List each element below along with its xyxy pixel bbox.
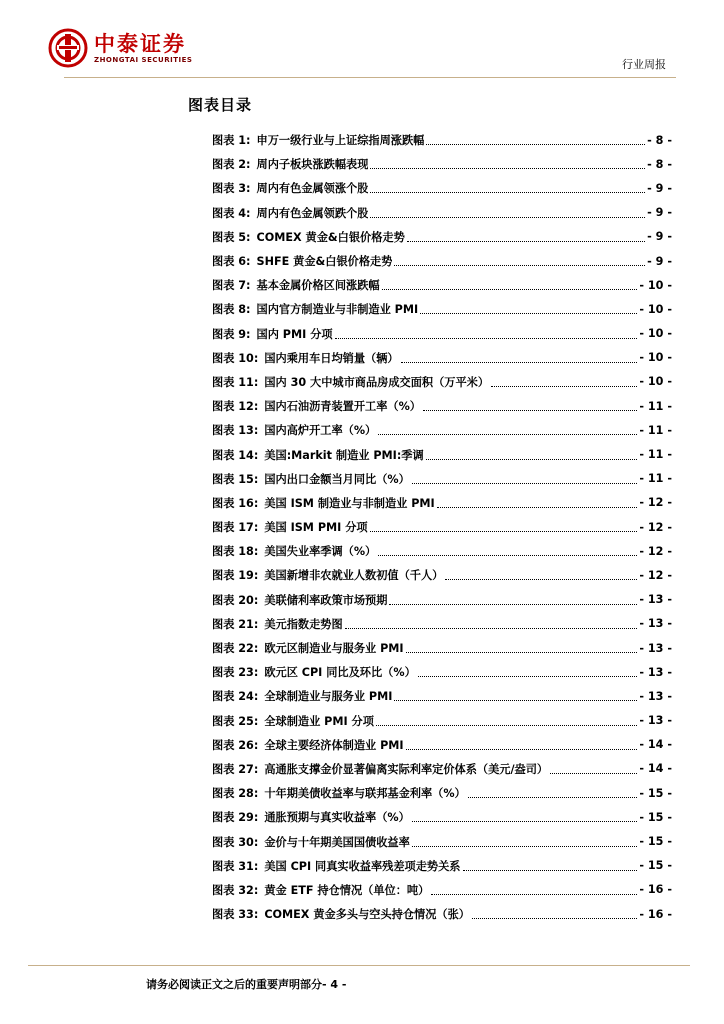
toc-entry[interactable] — [212, 418, 672, 442]
toc-entry-number: 图表 31: — [212, 859, 259, 873]
toc-entry-number: 图表 12: — [212, 400, 259, 414]
toc-entry-title: 高通胀支撑金价显著偏离实际利率定价体系（美元/盎司） — [264, 762, 549, 776]
logo-english-name: ZHONGTAI SECURITIES — [94, 55, 193, 64]
document-type: 行业周报 — [622, 58, 666, 71]
toc-entry-number: 图表 28: — [212, 787, 259, 801]
toc-entry[interactable] — [212, 588, 672, 612]
toc-dot-leader — [370, 530, 638, 532]
toc-entry-label — [212, 640, 404, 656]
toc-entry-number: 图表 2: — [212, 158, 251, 172]
toc-entry-title: 全球主要经济体制造业 PMI — [264, 738, 404, 752]
toc-entry-label — [212, 616, 343, 632]
toc-list — [212, 128, 672, 926]
toc-entry-number: 图表 6: — [212, 255, 251, 269]
toc-entry[interactable] — [212, 757, 672, 781]
toc-entry-number: 图表 21: — [212, 617, 259, 631]
toc-dot-leader — [418, 675, 638, 677]
toc-entry[interactable] — [212, 225, 672, 249]
toc-entry-page: - 12 - — [639, 568, 672, 582]
toc-entry[interactable] — [212, 563, 672, 587]
toc-entry[interactable] — [212, 805, 672, 829]
toc-entry[interactable] — [212, 854, 672, 878]
toc-entry-title: 十年期美债收益率与联邦基金利率（%） — [264, 787, 466, 801]
toc-entry-number: 图表 11: — [212, 375, 259, 389]
toc-dot-leader — [412, 845, 638, 847]
toc-dot-leader — [378, 433, 637, 435]
toc-entry-label — [212, 567, 443, 583]
toc-entry-number: 图表 29: — [212, 811, 259, 825]
toc-entry[interactable] — [212, 515, 672, 539]
toc-entry-label — [212, 688, 392, 704]
toc-entry-label — [212, 809, 410, 825]
toc-entry-label — [212, 326, 333, 342]
toc-entry-label — [212, 858, 461, 874]
toc-entry[interactable] — [212, 878, 672, 902]
toc-dot-leader — [463, 869, 638, 871]
toc-entry-number: 图表 25: — [212, 714, 259, 728]
toc-entry-number: 图表 13: — [212, 424, 259, 438]
toc-entry-number: 图表 22: — [212, 642, 259, 656]
toc-entry[interactable] — [212, 297, 672, 321]
toc-dot-leader — [426, 143, 645, 145]
toc-entry-page: - 10 - — [639, 351, 672, 365]
toc-entry-number: 图表 7: — [212, 279, 251, 293]
toc-entry-page: - 15 - — [639, 859, 672, 873]
toc-dot-leader — [412, 482, 638, 484]
toc-dot-leader — [382, 288, 638, 290]
toc-entry-number: 图表 30: — [212, 835, 259, 849]
toc-entry-label — [212, 495, 435, 511]
toc-entry-number: 图表 8: — [212, 303, 251, 317]
toc-entry-page: - 11 - — [639, 399, 672, 413]
toc-entry-title: 美国 ISM PMI 分项 — [264, 521, 368, 535]
toc-dot-leader — [370, 191, 645, 193]
toc-entry-page: - 10 - — [639, 278, 672, 292]
toc-entry-number: 图表 4: — [212, 206, 251, 220]
toc-entry-page: - 11 - — [639, 448, 672, 462]
toc-entry-number: 图表 17: — [212, 521, 259, 535]
toc-entry-label — [212, 253, 392, 269]
toc-entry-label — [212, 664, 416, 680]
toc-dot-leader — [394, 264, 645, 266]
toc-entry-number: 图表 20: — [212, 593, 259, 607]
toc-entry-label — [212, 350, 399, 366]
toc-entry-label — [212, 592, 387, 608]
toc-entry-label — [212, 906, 470, 922]
toc-dot-leader — [370, 167, 645, 169]
toc-entry-label — [212, 761, 548, 777]
toc-entry-title: 欧元区 CPI 同比及环比（%） — [264, 666, 416, 680]
toc-entry-title: 周内子板块涨跌幅表现 — [256, 158, 369, 172]
toc-dot-leader — [406, 748, 638, 750]
toc-entry-page: - 13 - — [639, 665, 672, 679]
toc-entry[interactable] — [212, 394, 672, 418]
toc-entry-number: 图表 15: — [212, 472, 259, 486]
toc-entry-label — [212, 301, 418, 317]
toc-entry-page: - 9 - — [647, 206, 672, 220]
toc-entry-page: - 9 - — [647, 254, 672, 268]
toc-entry-number: 图表 9: — [212, 327, 251, 341]
toc-entry[interactable] — [212, 128, 672, 152]
toc-entry-title: 金价与十年期美国国债收益率 — [264, 835, 410, 849]
toc-entry-title: 国内乘用车日均销量（辆） — [264, 351, 399, 365]
page-header — [0, 0, 724, 80]
toc-entry-page: - 12 - — [639, 520, 672, 534]
toc-dot-leader — [437, 506, 638, 508]
toc-entry[interactable] — [212, 829, 672, 853]
page-number: - 4 - — [322, 978, 347, 991]
toc-entry-number: 图表 10: — [212, 351, 259, 365]
toc-entry[interactable] — [212, 612, 672, 636]
toc-entry-page: - 14 - — [639, 762, 672, 776]
logo-chinese-name: 中泰证券 — [94, 31, 186, 56]
toc-entry-number: 图表 24: — [212, 690, 259, 704]
toc-entry-title: 国内石油沥青装置开工率（%） — [264, 400, 421, 414]
toc-dot-leader — [426, 458, 638, 460]
toc-entry-page: - 15 - — [639, 835, 672, 849]
toc-entry-page: - 16 - — [639, 883, 672, 897]
toc-entry-label — [212, 471, 410, 487]
toc-entry-title: 欧元区制造业与服务业 PMI — [264, 642, 404, 656]
toc-entry-page: - 12 - — [639, 496, 672, 510]
toc-entry[interactable] — [212, 709, 672, 733]
toc-entry-number: 图表 16: — [212, 496, 259, 510]
toc-entry[interactable] — [212, 902, 672, 926]
toc-entry-page: - 8 - — [647, 133, 672, 147]
toc-entry-page: - 9 - — [647, 230, 672, 244]
toc-entry-title: 美国失业率季调（%） — [264, 545, 377, 559]
toc-dot-leader — [406, 651, 638, 653]
toc-dot-leader — [412, 820, 638, 822]
toc-dot-leader — [420, 312, 637, 314]
toc-entry[interactable] — [212, 781, 672, 805]
toc-entry-label — [212, 277, 380, 293]
toc-entry-page: - 15 - — [639, 786, 672, 800]
toc-dot-leader — [468, 796, 638, 798]
toc-entry[interactable] — [212, 152, 672, 176]
toc-entry-label — [212, 422, 376, 438]
toc-entry[interactable] — [212, 249, 672, 273]
toc-entry-number: 图表 19: — [212, 569, 259, 583]
toc-dot-leader — [378, 554, 637, 556]
toc-entry-label — [212, 447, 424, 463]
toc-entry-label — [212, 398, 421, 414]
toc-entry-page: - 13 - — [639, 689, 672, 703]
toc-entry-label — [212, 205, 368, 221]
toc-dot-leader — [445, 578, 637, 580]
toc-entry-number: 图表 33: — [212, 908, 259, 922]
disclaimer-notice: 请务必阅读正文之后的重要声明部分 — [146, 978, 322, 991]
toc-entry-title: 基本金属价格区间涨跌幅 — [256, 279, 380, 293]
toc-entry-number: 图表 27: — [212, 762, 259, 776]
toc-entry-label — [212, 519, 368, 535]
toc-entry-title: 通胀预期与真实收益率（%） — [264, 811, 410, 825]
toc-entry-title: 国内官方制造业与非制造业 PMI — [256, 303, 419, 317]
toc-dot-leader — [550, 772, 637, 774]
toc-entry-label — [212, 713, 374, 729]
toc-entry-title: 国内 30 大中城市商品房成交面积（万平米） — [264, 375, 490, 389]
toc-entry[interactable] — [212, 201, 672, 225]
toc-entry-number: 图表 14: — [212, 448, 259, 462]
toc-entry-page: - 14 - — [639, 738, 672, 752]
company-logo — [48, 28, 192, 68]
toc-entry-page: - 16 - — [639, 907, 672, 921]
toc-entry[interactable] — [212, 660, 672, 684]
toc-entry-label — [212, 785, 466, 801]
toc-entry-title: 国内高炉开工率（%） — [264, 424, 377, 438]
toc-entry[interactable] — [212, 733, 672, 757]
toc-entry-title: 黄金 ETF 持仓情况（单位：吨） — [264, 883, 430, 897]
toc-dot-leader — [335, 337, 638, 339]
header-divider — [64, 77, 676, 78]
toc-entry-label — [212, 834, 410, 850]
toc-entry-label — [212, 543, 376, 559]
toc-entry[interactable] — [212, 467, 672, 491]
toc-dot-leader — [389, 603, 637, 605]
toc-entry-label — [212, 156, 368, 172]
toc-entry-title: 美国 CPI 同真实收益率残差项走势关系 — [264, 859, 461, 873]
page-footer — [146, 976, 346, 992]
toc-entry-page: - 8 - — [647, 157, 672, 171]
toc-entry-label — [212, 229, 405, 245]
toc-entry-title: 美元指数走势图 — [264, 617, 343, 631]
toc-title: 图表目录 — [188, 96, 253, 114]
toc-entry-label — [212, 180, 368, 196]
toc-entry-title: 美国:Markit 制造业 PMI:季调 — [264, 448, 424, 462]
toc-entry[interactable] — [212, 539, 672, 563]
toc-entry-title: 申万一级行业与上证综指周涨跌幅 — [256, 134, 425, 148]
toc-entry-page: - 10 - — [639, 327, 672, 341]
toc-entry-page: - 13 - — [639, 617, 672, 631]
toc-entry-label — [212, 132, 424, 148]
toc-entry-page: - 15 - — [639, 810, 672, 824]
toc-entry-label — [212, 882, 429, 898]
toc-entry[interactable] — [212, 273, 672, 297]
toc-entry-page: - 13 - — [639, 641, 672, 655]
toc-dot-leader — [407, 240, 645, 242]
toc-dot-leader — [394, 699, 637, 701]
toc-entry-title: 国内 PMI 分项 — [256, 327, 333, 341]
toc-entry-page: - 13 - — [639, 714, 672, 728]
toc-entry[interactable] — [212, 322, 672, 346]
toc-entry-number: 图表 1: — [212, 134, 251, 148]
toc-entry-page: - 13 - — [639, 593, 672, 607]
zhongtai-logo-icon — [48, 28, 88, 68]
toc-entry[interactable] — [212, 442, 672, 466]
toc-entry-title: 全球制造业与服务业 PMI — [264, 690, 393, 704]
toc-entry-title: 周内有色金属领涨个股 — [256, 182, 369, 196]
toc-entry-page: - 11 - — [639, 472, 672, 486]
toc-entry[interactable] — [212, 176, 672, 200]
toc-entry-number: 图表 18: — [212, 545, 259, 559]
toc-entry-title: SHFE 黄金&白银价格走势 — [256, 255, 393, 269]
toc-entry-title: 美联储利率政策市场预期 — [264, 593, 388, 607]
toc-entry-label — [212, 737, 404, 753]
toc-entry-page: - 12 - — [639, 544, 672, 558]
toc-dot-leader — [401, 361, 638, 363]
toc-entry-number: 图表 32: — [212, 883, 259, 897]
toc-entry[interactable] — [212, 370, 672, 394]
toc-entry[interactable] — [212, 636, 672, 660]
toc-dot-leader — [370, 216, 645, 218]
toc-entry-page: - 9 - — [647, 181, 672, 195]
toc-entry-page: - 10 - — [639, 375, 672, 389]
toc-entry[interactable] — [212, 491, 672, 515]
toc-entry[interactable] — [212, 684, 672, 708]
toc-dot-leader — [472, 917, 637, 919]
toc-dot-leader — [431, 893, 637, 895]
toc-entry-title: 周内有色金属领跌个股 — [256, 206, 369, 220]
toc-entry-page: - 11 - — [639, 423, 672, 437]
toc-entry-number: 图表 3: — [212, 182, 251, 196]
toc-entry-title: 全球制造业 PMI 分项 — [264, 714, 374, 728]
toc-entry-title: 国内出口金额当月同比（%） — [264, 472, 410, 486]
toc-entry[interactable] — [212, 346, 672, 370]
toc-entry-title: COMEX 黄金&白银价格走势 — [256, 230, 405, 244]
toc-entry-number: 图表 5: — [212, 230, 251, 244]
toc-dot-leader — [345, 627, 638, 629]
toc-entry-title: 美国新增非农就业人数初值（千人） — [264, 569, 444, 583]
toc-entry-number: 图表 23: — [212, 666, 259, 680]
toc-dot-leader — [423, 409, 637, 411]
toc-entry-title: COMEX 黄金多头与空头持仓情况（张） — [264, 908, 470, 922]
footer-divider — [28, 965, 690, 966]
toc-entry-number: 图表 26: — [212, 738, 259, 752]
toc-dot-leader — [376, 724, 637, 726]
toc-entry-label — [212, 374, 489, 390]
toc-entry-page: - 10 - — [639, 302, 672, 316]
toc-dot-leader — [491, 385, 637, 387]
toc-entry-title: 美国 ISM 制造业与非制造业 PMI — [264, 496, 435, 510]
